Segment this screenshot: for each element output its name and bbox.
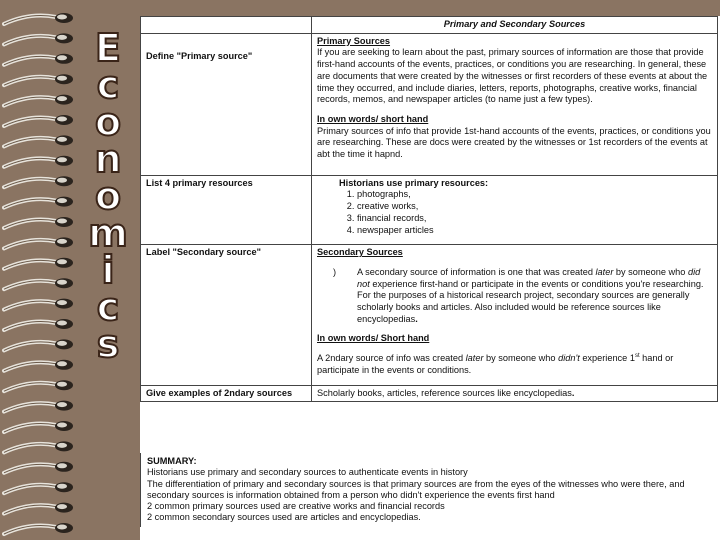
notes-table	[140, 16, 718, 402]
title-letter: s	[96, 322, 120, 366]
own-words-text: Primary sources of info that provide 1st-hand accounts of the events, practices, or conditions you are researching. These are docs were created by the witnesses or 1st recorders of the events at abt the time it hapnd.	[317, 125, 711, 160]
title-letter: c	[96, 285, 120, 329]
list-item: 2. creative works,	[357, 201, 712, 213]
table-row	[141, 385, 718, 402]
list-item: 1. photographs,	[357, 189, 712, 201]
title-letter: i	[101, 248, 115, 292]
summary-heading: SUMMARY:	[147, 456, 197, 466]
title-letter: n	[94, 137, 122, 181]
table-title: Primary and Secondary Sources	[312, 17, 718, 34]
row-content	[312, 245, 718, 385]
primary-resources-list	[317, 189, 712, 236]
summary-section	[140, 453, 718, 527]
summary-line: The differentiation of primary and secondary sources is that primary sources are from the eyes of the witnesses who were there, and secondary sources is information obtained from a person who didn't experience the events first hand	[147, 478, 685, 500]
summary-line: 2 common primary sources used are creative works and financial records	[147, 501, 445, 512]
row-content	[312, 175, 718, 245]
summary-line: 2 common secondary sources used are articles and encyclopedias.	[147, 512, 421, 523]
table-row	[141, 245, 718, 385]
secondary-sources-heading: Secondary Sources	[317, 247, 403, 258]
title-letter: E	[95, 26, 121, 70]
secondary-definition	[317, 267, 712, 326]
title-letter: o	[94, 174, 122, 218]
table-header-row	[141, 17, 718, 34]
examples-text: Scholarly books, articles, reference sources like encyclopedias	[317, 387, 572, 398]
row-label: Define "Primary source"	[141, 33, 312, 175]
primary-resources-heading: Historians use primary resources:	[339, 177, 489, 188]
table-row	[141, 175, 718, 245]
title-letter: c	[96, 63, 120, 107]
summary-line: Historians use primary and secondary sources to authenticate events in history	[147, 467, 468, 478]
secondary-own-words-text: A 2ndary source of info was created later by someone who didn't experience 1st hand or participate in the events or conditions.	[317, 353, 674, 375]
row-content: Scholarly books, articles, reference sources like encyclopedias.	[312, 385, 718, 402]
row-label: Give examples of 2ndary sources	[141, 385, 312, 402]
row-content	[312, 33, 718, 175]
primary-sources-text: If you are seeking to learn about the past, primary sources of information are those that provide first-hand accounts of the events, practices, or conditions you are researching. In general, these are documents that were created by the witnesses or first recorders of these events at about the time they occurred, and include diaries, letters, reports, photographs, creative works, financial records, memos, and newspaper articles (to name just a few types).	[317, 47, 708, 105]
secondary-text: A secondary source of information is one that was created later by someone who did not experience first-hand or participate in the events or conditions you're researching. For the purposes of a historical research project, secondary sources are generally scholarly books and articles. Also included would be reference sources like encyclopedias.	[357, 266, 704, 324]
list-item: 4. newspaper articles	[357, 225, 712, 237]
own-words-heading: In own words/ short hand	[317, 113, 429, 124]
title-letter: m	[88, 211, 128, 255]
table-row	[141, 33, 718, 175]
row-label: List 4 primary resources	[141, 175, 312, 245]
spiral-binding	[0, 0, 82, 540]
side-title	[80, 26, 136, 366]
row-label: Label "Secondary source"	[141, 245, 312, 385]
primary-sources-heading: Primary Sources	[317, 35, 391, 46]
title-letter: o	[94, 100, 122, 144]
header-empty-cell	[141, 17, 312, 34]
secondary-own-words-heading: In own words/ Short hand	[317, 333, 430, 344]
bullet-marker: )	[333, 266, 337, 277]
list-item: 3. financial records,	[357, 213, 712, 225]
